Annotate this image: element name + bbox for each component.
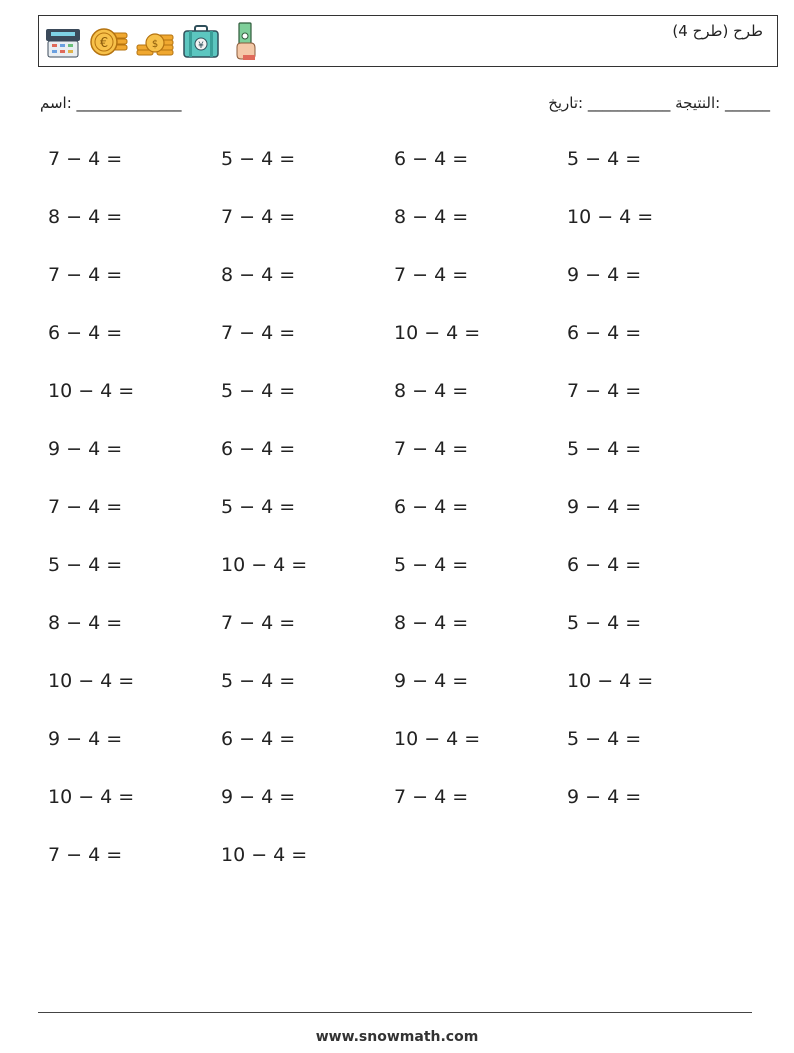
problem-item: 10 − 4 =	[221, 844, 308, 866]
problem-item: 9 − 4 =	[567, 264, 642, 286]
hand-banknote-icon	[227, 21, 267, 61]
problem-item: 7 − 4 =	[221, 322, 296, 344]
problem-item: 6 − 4 =	[394, 148, 469, 170]
problem-item: 7 − 4 =	[221, 612, 296, 634]
problem-item: 7 − 4 =	[48, 148, 123, 170]
problem-item: 7 − 4 =	[394, 786, 469, 808]
svg-text:€: €	[99, 36, 109, 51]
problem-item: 5 − 4 =	[221, 380, 296, 402]
problem-item: 5 − 4 =	[394, 554, 469, 576]
problem-item: 6 − 4 =	[221, 438, 296, 460]
problem-item: 7 − 4 =	[48, 264, 123, 286]
footer-divider	[38, 1012, 752, 1013]
problem-item: 7 − 4 =	[394, 264, 469, 286]
problem-item: 7 − 4 =	[48, 496, 123, 518]
coin-stack-icon	[135, 21, 175, 61]
name-field-label: اسم: ______________	[40, 94, 182, 112]
problem-item: 5 − 4 =	[48, 554, 123, 576]
problem-item: 9 − 4 =	[567, 786, 642, 808]
problem-item: 6 − 4 =	[567, 322, 642, 344]
problem-item: 10 − 4 =	[221, 554, 308, 576]
problem-item: 10 − 4 =	[48, 670, 135, 692]
problem-item: 8 − 4 =	[394, 206, 469, 228]
euro-coins-icon	[89, 21, 129, 61]
problem-item: 8 − 4 =	[394, 380, 469, 402]
problem-item: 5 − 4 =	[221, 496, 296, 518]
problem-item: 7 − 4 =	[221, 206, 296, 228]
problem-item: 6 − 4 =	[394, 496, 469, 518]
problem-item: 5 − 4 =	[221, 670, 296, 692]
problem-item: 5 − 4 =	[567, 438, 642, 460]
problem-item: 7 − 4 =	[567, 380, 642, 402]
problem-item: 9 − 4 =	[567, 496, 642, 518]
svg-text:¥: ¥	[198, 41, 204, 51]
score-date-label: النتيجة ___________ :تاريخ: ______	[548, 94, 770, 112]
problem-item: 6 − 4 =	[48, 322, 123, 344]
yen-briefcase-icon	[181, 21, 221, 61]
problem-item: 5 − 4 =	[567, 148, 642, 170]
problem-item: 10 − 4 =	[48, 380, 135, 402]
problem-item: 9 − 4 =	[394, 670, 469, 692]
problem-item: 5 − 4 =	[221, 148, 296, 170]
problem-item: 6 − 4 =	[567, 554, 642, 576]
problem-item: 10 − 4 =	[394, 728, 481, 750]
header-box	[38, 15, 778, 67]
problem-item: 10 − 4 =	[48, 786, 135, 808]
cash-register-icon	[43, 21, 83, 61]
problem-item: 8 − 4 =	[48, 206, 123, 228]
problem-item: 9 − 4 =	[48, 728, 123, 750]
problem-item: 7 − 4 =	[394, 438, 469, 460]
problem-item: 8 − 4 =	[394, 612, 469, 634]
problem-item: 5 − 4 =	[567, 728, 642, 750]
header-icons	[43, 21, 267, 61]
problem-item: 9 − 4 =	[221, 786, 296, 808]
problem-item: 9 − 4 =	[48, 438, 123, 460]
problem-item: 10 − 4 =	[567, 206, 654, 228]
svg-text:$: $	[151, 39, 159, 50]
problem-item: 5 − 4 =	[567, 612, 642, 634]
footer-website: www.snowmath.com	[315, 1029, 479, 1045]
problem-item: 8 − 4 =	[48, 612, 123, 634]
problem-item: 7 − 4 =	[48, 844, 123, 866]
problem-item: 6 − 4 =	[221, 728, 296, 750]
problem-item: 8 − 4 =	[221, 264, 296, 286]
problem-item: 10 − 4 =	[394, 322, 481, 344]
worksheet-title: طرح (طرح 4)	[672, 22, 763, 40]
problem-item: 10 − 4 =	[567, 670, 654, 692]
